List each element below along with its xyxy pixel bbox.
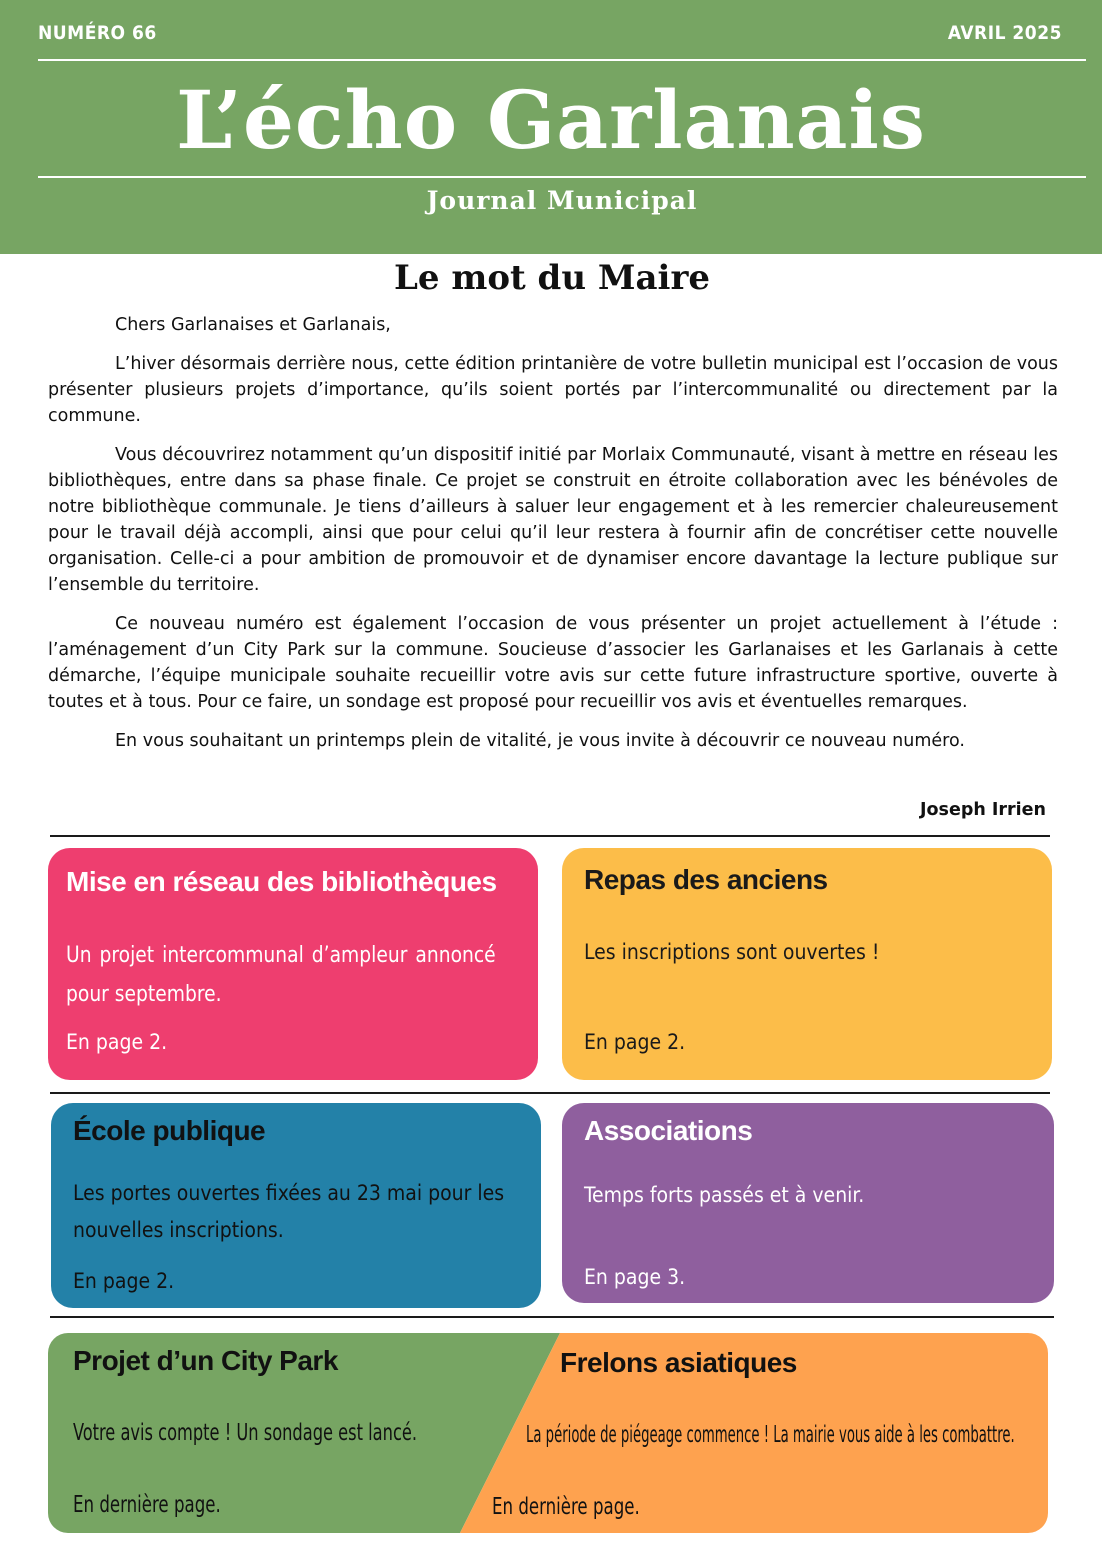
card-libraries[interactable]: [48, 848, 538, 1080]
card-associations-text: Temps forts passés et à venir.: [584, 1183, 865, 1207]
card-libraries-title: Mise en réseau des bibliothèques: [66, 866, 497, 897]
newspaper-title: L’écho Garlanais: [176, 73, 926, 167]
card-seniors-text: Les inscriptions sont ouvertes !: [584, 940, 880, 964]
section-divider: [50, 1316, 1054, 1318]
header-rule-top: [38, 59, 1086, 61]
card-hornets-text: La période de piégeage commence ! La mairie vous aide à les combattre.: [526, 1421, 1015, 1448]
card-associations-title: Associations: [584, 1115, 753, 1146]
masthead: [0, 0, 1102, 254]
editorial-body: [48, 312, 1058, 767]
editorial-greeting: Chers Garlanaises et Garlanais,: [115, 315, 391, 335]
card-hornets-page: En dernière page.: [492, 1493, 640, 1520]
card-school-text: Les portes ouvertes fixées au 23 mai pour les nouvelles inscriptions.: [73, 1181, 505, 1242]
card-associations[interactable]: [562, 1103, 1054, 1303]
card-hornets-title: Frelons asiatiques: [560, 1347, 797, 1378]
card-seniors-page: En page 2.: [584, 1030, 686, 1054]
card-associations-page: En page 3.: [584, 1265, 686, 1289]
split-card: [48, 1333, 1048, 1533]
card-libraries-page: En page 2.: [66, 1030, 168, 1054]
card-citypark-title: Projet d’un City Park: [73, 1345, 338, 1376]
editorial-title: Le mot du Maire: [393, 258, 711, 298]
card-citypark-text: Votre avis compte ! Un sondage est lancé.: [73, 1419, 418, 1446]
editorial-paragraph: L’hiver désormais derrière nous, cette édition printanière de votre bulletin municipal est l’occasion de vous présenter plusieurs projets d’importance, qu’ils soient portés par l’intercommunalité ou directement par la commune.: [48, 354, 1058, 426]
card-citypark-page: En dernière page.: [73, 1491, 221, 1518]
editorial-paragraph: Ce nouveau numéro est également l’occasion de vous présenter un projet actuellement à l’étude : l’aménagement d’un City Park sur la commune. Soucieuse d’associer les Garlanaises et les Garlanais à cette démarche, l’équipe municipale souhaite recueillir votre avis sur cette future infrastructure sportive, ouverte à toutes et à tous. Pour ce faire, un sondage est proposé pour recueillir vos avis et éventuelles remarques.: [48, 614, 1058, 712]
card-public-school[interactable]: [51, 1103, 541, 1308]
section-divider: [50, 1092, 1050, 1094]
issue-number: NUMÉRO 66: [38, 22, 157, 44]
editorial-paragraph: Vous découvrirez notamment qu’un dispositif initié par Morlaix Communauté, visant à mettre en réseau les bibliothèques, entre dans sa phase finale. Ce projet se construit en étroite collaboration avec les bénévoles de notre bibliothèque communale. Je tiens d’ailleurs à saluer leur engagement et à les remercier chaleureusement pour le travail déjà accompli, ainsi que pour celui qu’il leur restera à fournir afin de concrétiser cette nouvelle organisation. Celle-ci a pour ambition de promouvoir et de dynamiser encore davantage la lecture publique sur l’ensemble du territoire.: [48, 445, 1058, 595]
editorial-closing: En vous souhaitant un printemps plein de vitalité, je vous invite à découvrir ce nouveau numéro.: [115, 731, 965, 751]
newspaper-subtitle: Journal Municipal: [426, 186, 698, 215]
header-rule-bottom: [38, 176, 1086, 178]
card-school-title: École publique: [73, 1115, 266, 1146]
card-seniors-meal[interactable]: [562, 848, 1052, 1080]
section-divider: [50, 835, 1050, 837]
card-school-page: En page 2.: [73, 1269, 175, 1293]
issue-date: AVRIL 2025: [947, 22, 1062, 44]
mayor-signature: Joseph Irrien: [920, 800, 1046, 820]
card-seniors-title: Repas des anciens: [584, 864, 828, 895]
card-libraries-text: Un projet intercommunal d’ampleur annoncé pour septembre.: [66, 942, 496, 1007]
